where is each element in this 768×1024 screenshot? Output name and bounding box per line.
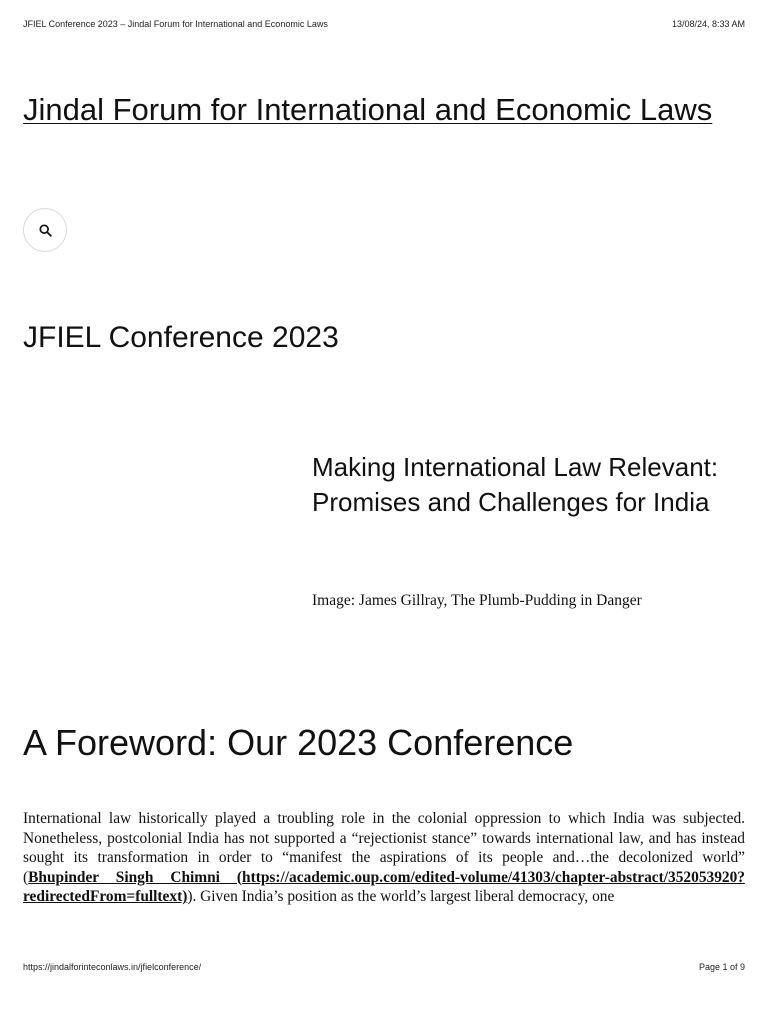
site-title-link[interactable]: Jindal Forum for International and Economic Laws [23,92,713,127]
cover-title: Making International Law Relevant: Promises and Challenges for India [312,452,719,517]
print-timestamp: 13/08/24, 8:33 AM [671,19,745,29]
print-url: https://jindalforinteconlaws.in/jfielconference/ [23,962,202,972]
chimni-citation-link[interactable]: Bhupinder Singh Chimni (https://academic.oup.com/edited-volume/41303/chapter-abstract/352053920?redirectedFrom=fulltext) [23,868,745,905]
page-indicator: Page 1 of 9 [698,962,745,972]
search-icon [39,224,52,237]
site-title [23,90,723,129]
foreword-paragraph [23,809,745,929]
print-footer [23,962,745,972]
foreword-text-end: ). Given India’s position as the world’s largest liberal democracy, one [187,888,615,905]
page-title: JFIEL Conference 2023 [23,321,339,354]
foreword-heading: A Foreword: Our 2023 Conference [23,722,574,763]
foreword-text-start: International law historically played a troubling role in the colonial oppression to which India was subjected. Nonetheless, postcolonial India has not supported a “rejectionist stance” towards international law, and has instead sought its transformation in order to “manifest the aspirations of its people and…the decolonized world” ( [23,810,745,886]
image-credit: Image: James Gillray, The Plumb-Pudding in Danger [312,592,642,609]
search-button[interactable] [23,208,67,252]
print-document-title: JFIEL Conference 2023 – Jindal Forum for International and Economic Laws [23,19,328,29]
print-header [23,19,745,29]
